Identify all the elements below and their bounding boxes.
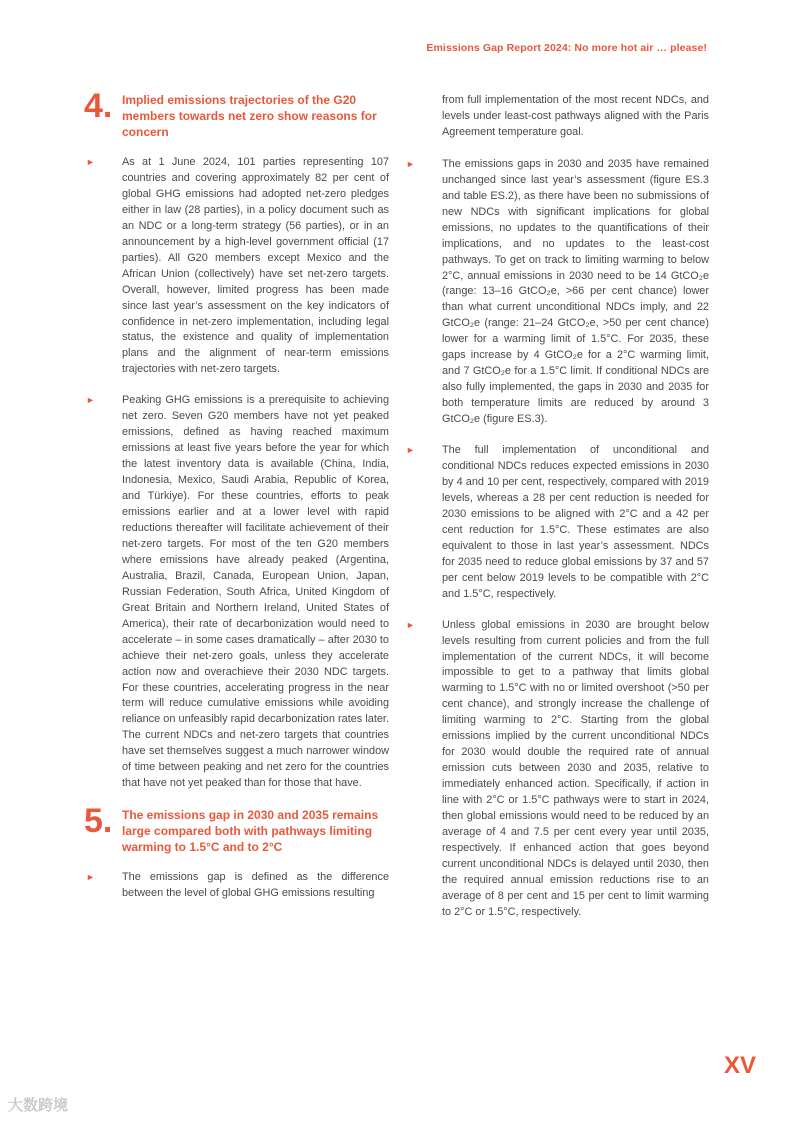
paragraph: The emissions gaps in 2030 and 2035 have remained unchanged since last year’s assessment (figure ES.3 and table ES.2), as there have been no submissions of new NDCs with significant implications for global emissions, no updates to the quantifications of their implications, and no updates to the least-cost pathways. To get on track to limiting warming to below 2°C, annual emissions in 2030 need to be 14 GtCO₂e (range: 13–16 GtCO₂e, >66 per cent chance) lower than what current unconditional NDCs imply, and 22 GtCO₂e (range: 21–24 GtCO₂e, >50 per cent chance) lower for a warming limit of 1.5°C. For 2035, these gaps increase by 4 GtCO₂e for a 2°C warming limit, and 7 GtCO₂e for a 1.5°C limit. If conditional NDCs are also fully implemented, the gaps in 2030 and 2035 for both temperature limits are reduced by around 3 GtCO₂e (figure ES.3). bbox=[442, 157, 709, 426]
section-title: The emissions gap in 2030 and 2035 remains large compared both with pathways limiting warming to 1.5°C and to 2°C bbox=[122, 808, 379, 855]
paragraph: Peaking GHG emissions is a prerequisite to achieving net zero. Seven G20 members have not yet peaked emissions, defined as having reached maximum emissions at least five years before the year for which the latest inventory data is available (China, India, Indonesia, Mexico, Saudi Arabia, Republic of Korea, and Türkiye). For these countries, efforts to peak emissions earlier and at a lower level with rapid reductions thereafter will facilitate achievement of their net-zero targets. For most of the ten G20 members where emissions have already peaked (Argentina, Australia, Brazil, Canada, European Union, Japan, Russian Federation, South Africa, United Kingdom of Great Britain and Northern Ireland, United States of America), their rate of decarbonization would need to accelerate – in some cases dramatically – after 2030 to achieve their net-zero goals, unless they accelerate action now and overachieve their 2030 NDC targets. For these countries, accelerating progress in the near term will reduce cumulative emissions while avoiding reliance on unfeasibly rapid decarbonization rates later. The current NDCs and net-zero targets that countries have set themselves suggest a much narrower window of time between peaking and net zero for the countries that have not yet peaked than for those that have. bbox=[122, 394, 389, 790]
page-number: XV bbox=[723, 1052, 756, 1079]
list-item bbox=[404, 618, 709, 921]
list-item bbox=[404, 157, 709, 428]
paragraph: The full implementation of unconditional and conditional NDCs reduces expected emissions in 2030 by 4 and 10 per cent, respectively, compared with 2019 levels, whereas a 28 per cent reduction is needed for 2030 emissions to be aligned with 2°C and a 42 per cent reduction for 1.5°C. These estimates are also equivalent to those in last year’s assessment. NDCs for 2035 need to reduce global emissions by 37 and 57 per cent below 2019 levels to be compatible with 2°C and 1.5°C, respectively. bbox=[442, 444, 709, 600]
paragraph: As at 1 June 2024, 101 parties representing 107 countries and covering approximately 82 per cent of global GHG emissions had adopted net-zero pledges either in law (28 parties), in a policy document such as an NDC or a long-term strategy (56 parties), or in an announcement by a high-level government official (17 parties). All G20 members except Mexico and the African Union (collectively) have set net-zero targets. Overall, however, limited progress has been made since last year’s assessment on the key indicators of confidence in net-zero implementation, including legal status, the existence and quality of implementation plans and the alignment of near-term emissions trajectories with net-zero targets. bbox=[122, 156, 389, 376]
left-column bbox=[84, 87, 389, 917]
right-column bbox=[404, 93, 709, 936]
paragraph: from full implementation of the most recent NDCs, and levels under least-cost pathways aligned with the Paris Agreement temperature goal. bbox=[442, 94, 709, 138]
bullet-arrow-icon: ► bbox=[406, 445, 415, 456]
section-number: 4. bbox=[84, 87, 113, 125]
paragraph: Unless global emissions in 2030 are brought below levels resulting from current policies and from the full implementation of the current NDCs, it will become impossible to get to a pathway that limits global warming to 1.5°C with no or limited overshoot (>50 per cent chance), and strongly increase the challenge of limiting warming to 2°C. Starting from the global emissions implied by the current unconditional NDCs for 2030 would double the required rate of annual emission cuts between 2030 and 2035, relative to immediately enhanced action. Specifically, if action in line with 2°C or 1.5°C pathways were to start in 2024, then global emissions would need to be reduced by an average of 4 and 7.5 per cent every year until 2035, respectively. If enhanced action that goes beyond current unconditional NDCs is delayed until 2030, then the required annual emission reductions rise to an average of 8 per cent and 15 per cent to limit warming to 2°C or 1.5°C, respectively. bbox=[442, 618, 709, 918]
report-header: Emissions Gap Report 2024: No more hot air … please! bbox=[426, 42, 707, 54]
list-item bbox=[84, 870, 389, 902]
section-5-heading bbox=[84, 802, 389, 855]
watermark: 大数跨境 bbox=[8, 1097, 69, 1114]
list-item bbox=[84, 155, 389, 378]
bullet-arrow-icon: ► bbox=[86, 395, 95, 406]
continued-paragraph bbox=[404, 93, 709, 141]
paragraph: The emissions gap is defined as the difference between the level of global GHG emissions resulting bbox=[122, 871, 389, 900]
section-title: Implied emissions trajectories of the G20 members towards net zero show reasons for concern bbox=[122, 93, 377, 139]
bullet-arrow-icon: ► bbox=[86, 872, 95, 883]
bullet-arrow-icon: ► bbox=[86, 157, 95, 167]
list-item bbox=[84, 393, 389, 792]
bullet-arrow-icon: ► bbox=[406, 619, 415, 630]
section-4-heading bbox=[84, 87, 389, 140]
list-item bbox=[404, 443, 709, 603]
section-number: 5. bbox=[84, 802, 113, 841]
bullet-arrow-icon: ► bbox=[406, 158, 415, 169]
